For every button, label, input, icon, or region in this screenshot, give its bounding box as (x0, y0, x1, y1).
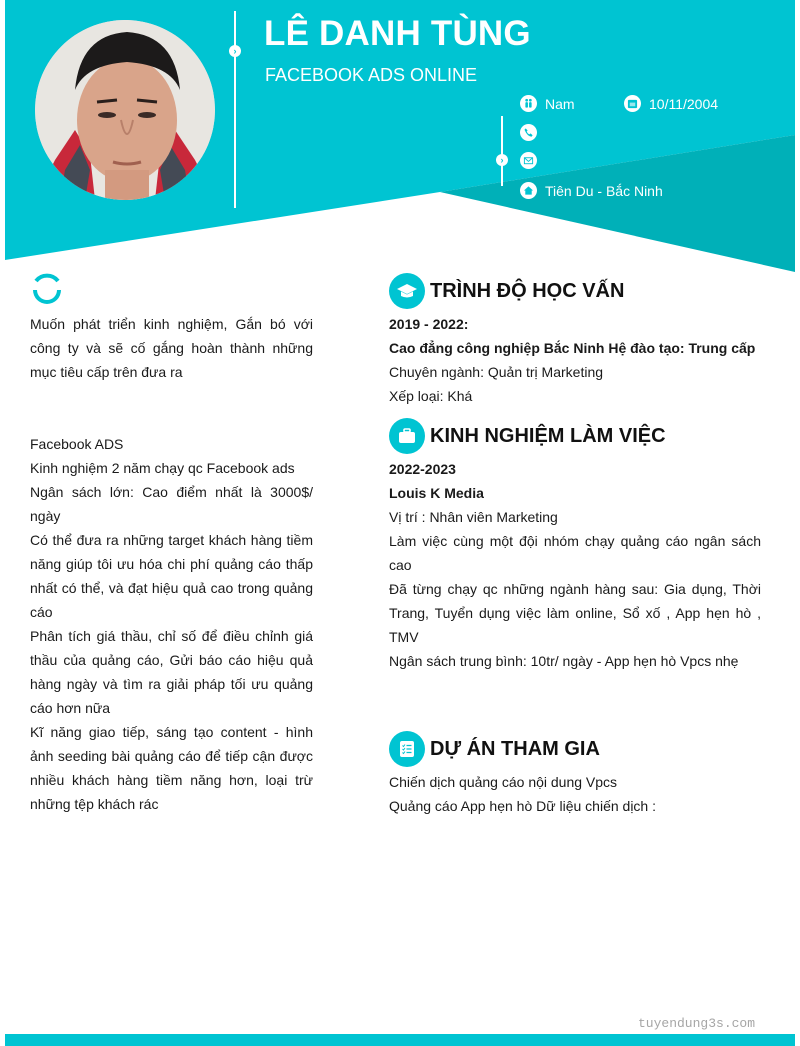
education-period: 2019 - 2022: (389, 316, 469, 332)
education-school: Cao đẳng công nghiệp Bắc Ninh Hệ đào tạo: Trung cấp (389, 340, 756, 356)
education-header (389, 273, 761, 309)
objective-text: Muốn phát triển kinh nghiệm, Gắn bó với công ty và sẽ cố gắng hoàn thành những mục tiêu cấp trên đưa ra (30, 316, 313, 380)
info-address (520, 182, 663, 199)
home-icon (520, 182, 537, 199)
education-title: TRÌNH ĐỘ HỌC VẤN (430, 279, 625, 302)
skill-item: Facebook ADS (30, 436, 124, 452)
projects-section (389, 731, 761, 866)
header-divider-line (234, 11, 236, 208)
experience-detail: Đã từng chạy qc những ngành hàng sau: Gia dụng, Thời Trang, Tuyển dụng việc làm online, Sổ xố , App hẹn hò , TMV (389, 581, 761, 645)
skill-item: Kĩ năng giao tiếp, sáng tạo content - hình ảnh seeding bài quảng cáo để tiếp cận được nhiều khách hàng tiềm năng hơn, loại trừ những tệp khách rác (30, 724, 313, 812)
education-grade: Xếp loại: Khá (389, 388, 473, 404)
experience-company: Louis K Media (389, 485, 484, 501)
skill-item: Phân tích giá thầu, chỉ số để điều chỉnh giá thầu của quảng cáo, Gửi báo cáo hiệu quả hàng ngày và tìm ra giải pháp tối ưu quảng cáo hơn nữa (30, 628, 313, 716)
phone-icon (520, 124, 537, 141)
info-gender (520, 95, 575, 112)
experience-header (389, 418, 761, 454)
job-title: FACEBOOK ADS ONLINE (265, 65, 478, 85)
info-divider-line (501, 116, 503, 186)
gender-icon (520, 95, 537, 112)
dob-value: 10/11/2004 (649, 95, 719, 112)
gender-value: Nam (545, 95, 575, 112)
experience-period: 2022-2023 (389, 461, 456, 477)
footer-bar (5, 1034, 795, 1046)
calendar-icon (624, 95, 641, 112)
redacted-line (389, 842, 761, 866)
watermark: tuyendung3s.com (638, 1016, 756, 1031)
experience-position: Vị trí : Nhân viên Marketing (389, 509, 558, 525)
skill-item: Kinh nghiệm 2 năm chạy qc Facebook ads (30, 460, 295, 476)
education-section (389, 273, 761, 408)
objective-section-icon (30, 273, 64, 307)
info-phone (520, 124, 545, 141)
address-value: Tiên Du - Bắc Ninh (545, 182, 663, 199)
experience-title: KINH NGHIỆM LÀM VIỆC (430, 424, 666, 447)
skill-item: Có thể đưa ra những target khách hàng tiềm năng giúp tôi ưu hóa chi phí quảng cáo thấp nhất có thể, và đạt hiệu quả cao trong quảng cáo (30, 532, 313, 620)
education-major: Chuyên ngành: Quản trị Marketing (389, 364, 604, 380)
graduation-cap-icon (389, 273, 425, 309)
info-email (520, 152, 545, 169)
profile-photo (35, 20, 215, 200)
chevron-right-icon: › (229, 45, 241, 57)
project-item: Chiến dịch quảng cáo nội dung Vpcs (389, 774, 618, 790)
skills-list (30, 432, 313, 816)
checklist-icon (389, 731, 425, 767)
project-item: Quảng cáo App hẹn hò Dữ liệu chiến dịch : (389, 798, 656, 814)
redacted-line (389, 818, 761, 842)
email-icon (520, 152, 537, 169)
experience-section (389, 418, 761, 673)
chevron-right-icon: › (496, 154, 508, 166)
info-dob (624, 95, 718, 112)
candidate-name: LÊ DANH TÙNG (264, 14, 531, 53)
experience-detail: Ngân sách trung bình: 10tr/ ngày - App hẹn hò Vpcs nhẹ (389, 653, 739, 669)
briefcase-icon (389, 418, 425, 454)
experience-detail: Làm việc cùng một đội nhóm chạy quảng cáo ngân sách cao (389, 533, 761, 573)
skill-item: Ngân sách lớn: Cao điểm nhất là 3000$/ ngày (30, 484, 313, 524)
projects-header (389, 731, 761, 767)
projects-title: DỰ ÁN THAM GIA (430, 737, 600, 760)
avatar (35, 20, 215, 200)
